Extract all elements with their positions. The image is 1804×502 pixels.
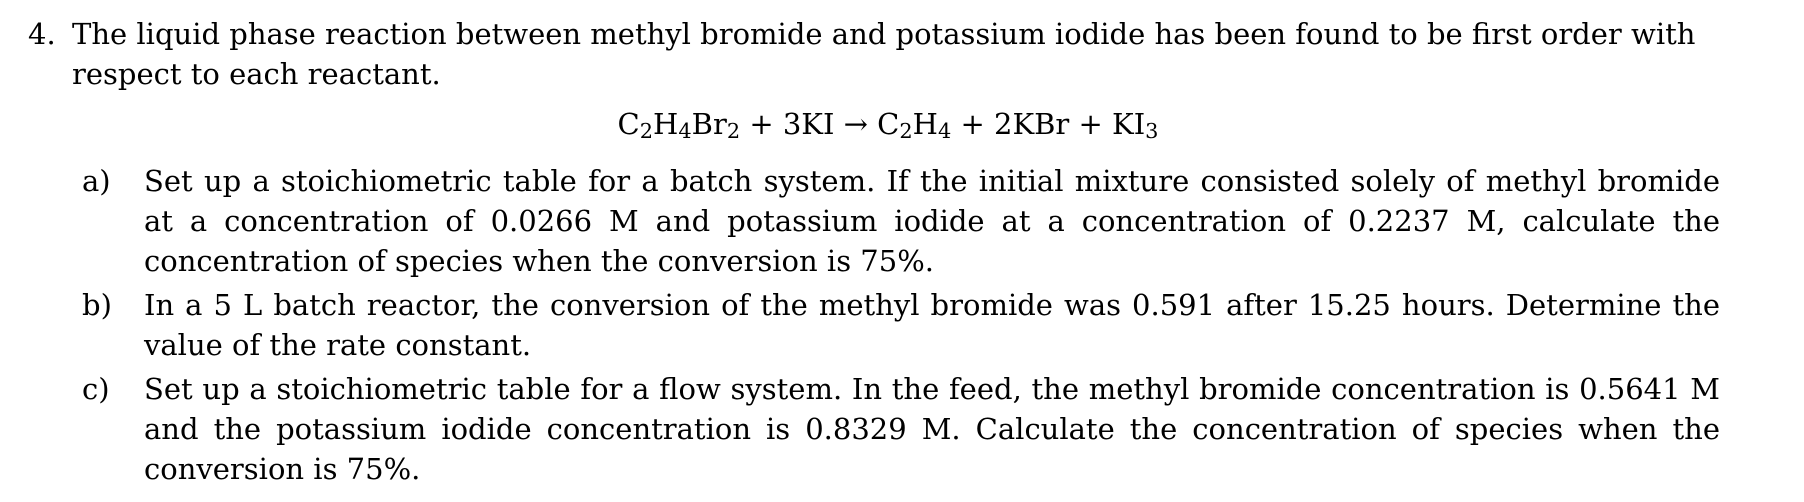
equation-product-1-h: H [912,107,938,141]
reaction-equation [28,104,1748,151]
equation-reactant-1-sub-1: 2 [639,118,654,143]
part-b [82,285,1730,365]
equation-reactant-1-c: C [617,107,640,141]
equation-reactant-1-sub-3: 2 [726,118,741,143]
part-a-text: Set up a stoichiometric table for a batch system. If the initial mixture consisted solely of methyl bromide at a concentration of 0.0266 M and potassium iodide at a concentration of 0.2237 M, calculate the concentration of species when the conversion is 75%. [144,163,1720,278]
part-c-text: Set up a stoichiometric table for a flow system. In the feed, the methyl bromide concentration is 0.5641 M and the potassium iodide concentration is 0.8329 M. Calculate the concentration of species when the conversion is 75%. [144,371,1720,486]
equation-product-1-sub-1: 2 [899,118,913,143]
equation-product-1-c: C [877,107,900,141]
part-b-label: b) [82,287,112,322]
equation-reactant-1-sub-2: 4 [678,118,692,143]
part-a-label: a) [82,163,111,198]
part-c-label: c) [82,371,110,406]
equation-middle: + 3KI → [740,107,878,141]
part-a [82,161,1730,281]
equation-products-tail: + 2KBr + KI [951,107,1146,141]
equation-product-3-sub: 3 [1145,118,1159,143]
question-number: 4. [28,17,56,51]
part-c [82,369,1730,489]
equation-product-1-sub-2: 4 [937,118,952,143]
question-header [28,14,1748,94]
question-text: The liquid phase reaction between methyl bromide and potassium iodide has been found to be first order with respect to each reactant. [72,17,1696,91]
question-parts [82,161,1730,489]
part-b-text: In a 5 L batch reactor, the conversion of the methyl bromide was 0.591 after 15.25 hours. Determine the value of the rate constant. [144,287,1720,362]
equation-reactant-1-br: Br [691,107,727,141]
question-4 [28,14,1748,493]
equation-reactant-1-h: H [653,107,679,141]
